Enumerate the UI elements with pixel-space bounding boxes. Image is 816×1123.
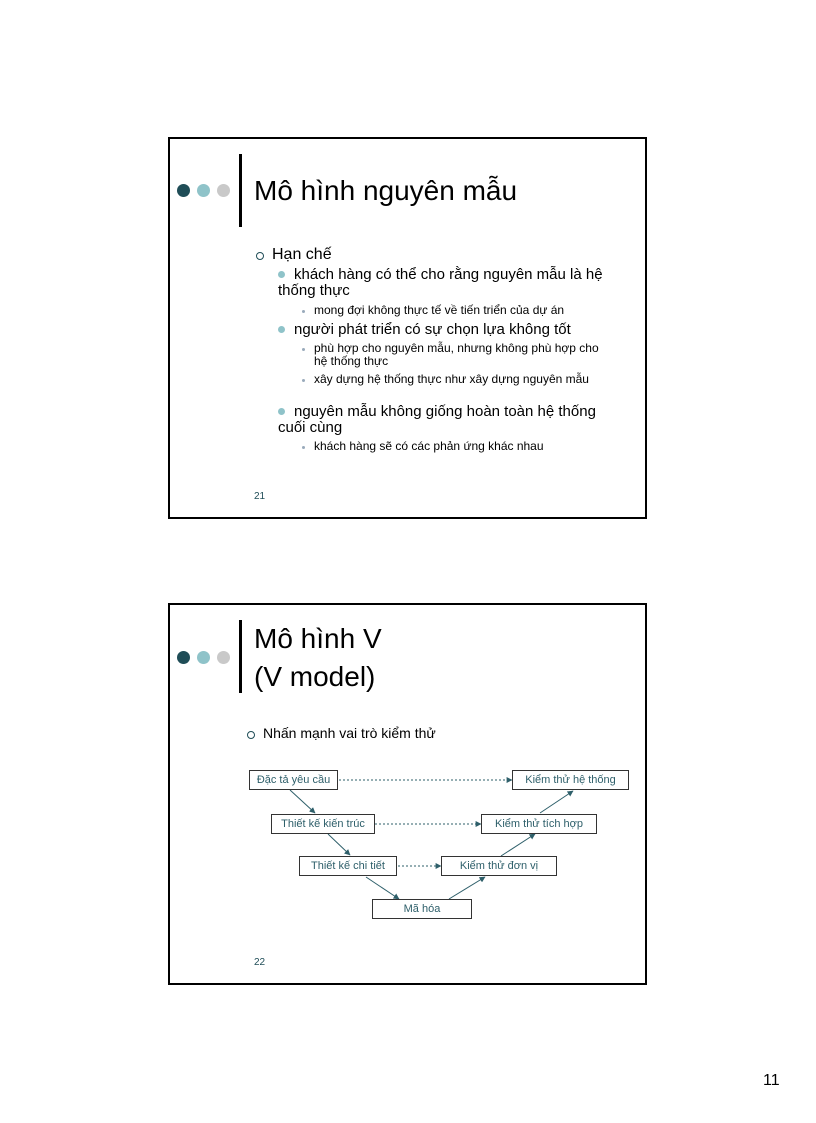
box-integration-test: Kiểm thử tích hợp [481, 814, 597, 834]
dot-gray-icon [217, 184, 230, 197]
box-unit-test: Kiểm thử đơn vị [441, 856, 557, 876]
list-subitem: xây dựng hệ thống thực như xây dựng nguyên mẫu [314, 372, 589, 386]
arrow-code-unit [449, 877, 485, 899]
arrow-integration-system [540, 791, 573, 813]
ring-bullet-icon [256, 252, 264, 260]
slide-21 [168, 137, 647, 519]
dot-dark-icon [177, 184, 190, 197]
bullet-heading: Nhấn mạnh vai trò kiểm thử [263, 725, 436, 741]
dot-teal-icon [197, 184, 210, 197]
sub-bullet-icon [278, 326, 285, 333]
slide-title-line-1: Mô hình V [254, 623, 382, 654]
arrow-unit-integration [501, 834, 535, 856]
box-detail-design: Thiết kế chi tiết [299, 856, 397, 876]
bullet-heading: Hạn chế [272, 246, 332, 263]
page-number: 11 [763, 1072, 780, 1089]
box-requirements: Đặc tả yêu cầu [249, 770, 338, 790]
list-subitem: mong đợi không thực tế về tiến triển của dự án [314, 303, 565, 317]
box-system-test: Kiểm thử hệ thống [512, 770, 629, 790]
slide-22 [168, 603, 647, 985]
arrow-detail-code [366, 877, 399, 899]
list-subitem: khách hàng sẽ có các phản ứng khác nhau [314, 439, 544, 453]
v-model-diagram [170, 605, 645, 983]
slide-title-line-2: (V model) [254, 661, 376, 692]
list-item: người phát triển có sự chọn lựa không tốt [294, 321, 571, 338]
sub-sub-bullet-icon [302, 310, 305, 313]
slide-title: Mô hình nguyên mẫu [254, 175, 518, 206]
sub-sub-bullet-icon [302, 446, 305, 449]
box-coding: Mã hóa [372, 899, 472, 919]
list-item: nguyên mẫu không giống hoàn toàn hệ thống cuối cùng [278, 403, 596, 436]
sub-sub-bullet-icon [302, 379, 305, 382]
slide-number: 22 [254, 957, 266, 968]
sub-sub-bullet-icon [302, 348, 305, 351]
arrow-requirements-architecture [290, 790, 315, 813]
slide-number: 21 [254, 491, 266, 502]
list-item: khách hàng có thể cho rằng nguyên mẫu là hệ thống thực [278, 266, 603, 299]
title-divider [239, 154, 242, 227]
list-subitem: phù hợp cho nguyên mẫu, nhưng không phù hợp cho hệ thống thực [314, 341, 599, 368]
arrow-architecture-detail [328, 834, 350, 855]
box-architecture: Thiết kế kiến trúc [271, 814, 375, 834]
